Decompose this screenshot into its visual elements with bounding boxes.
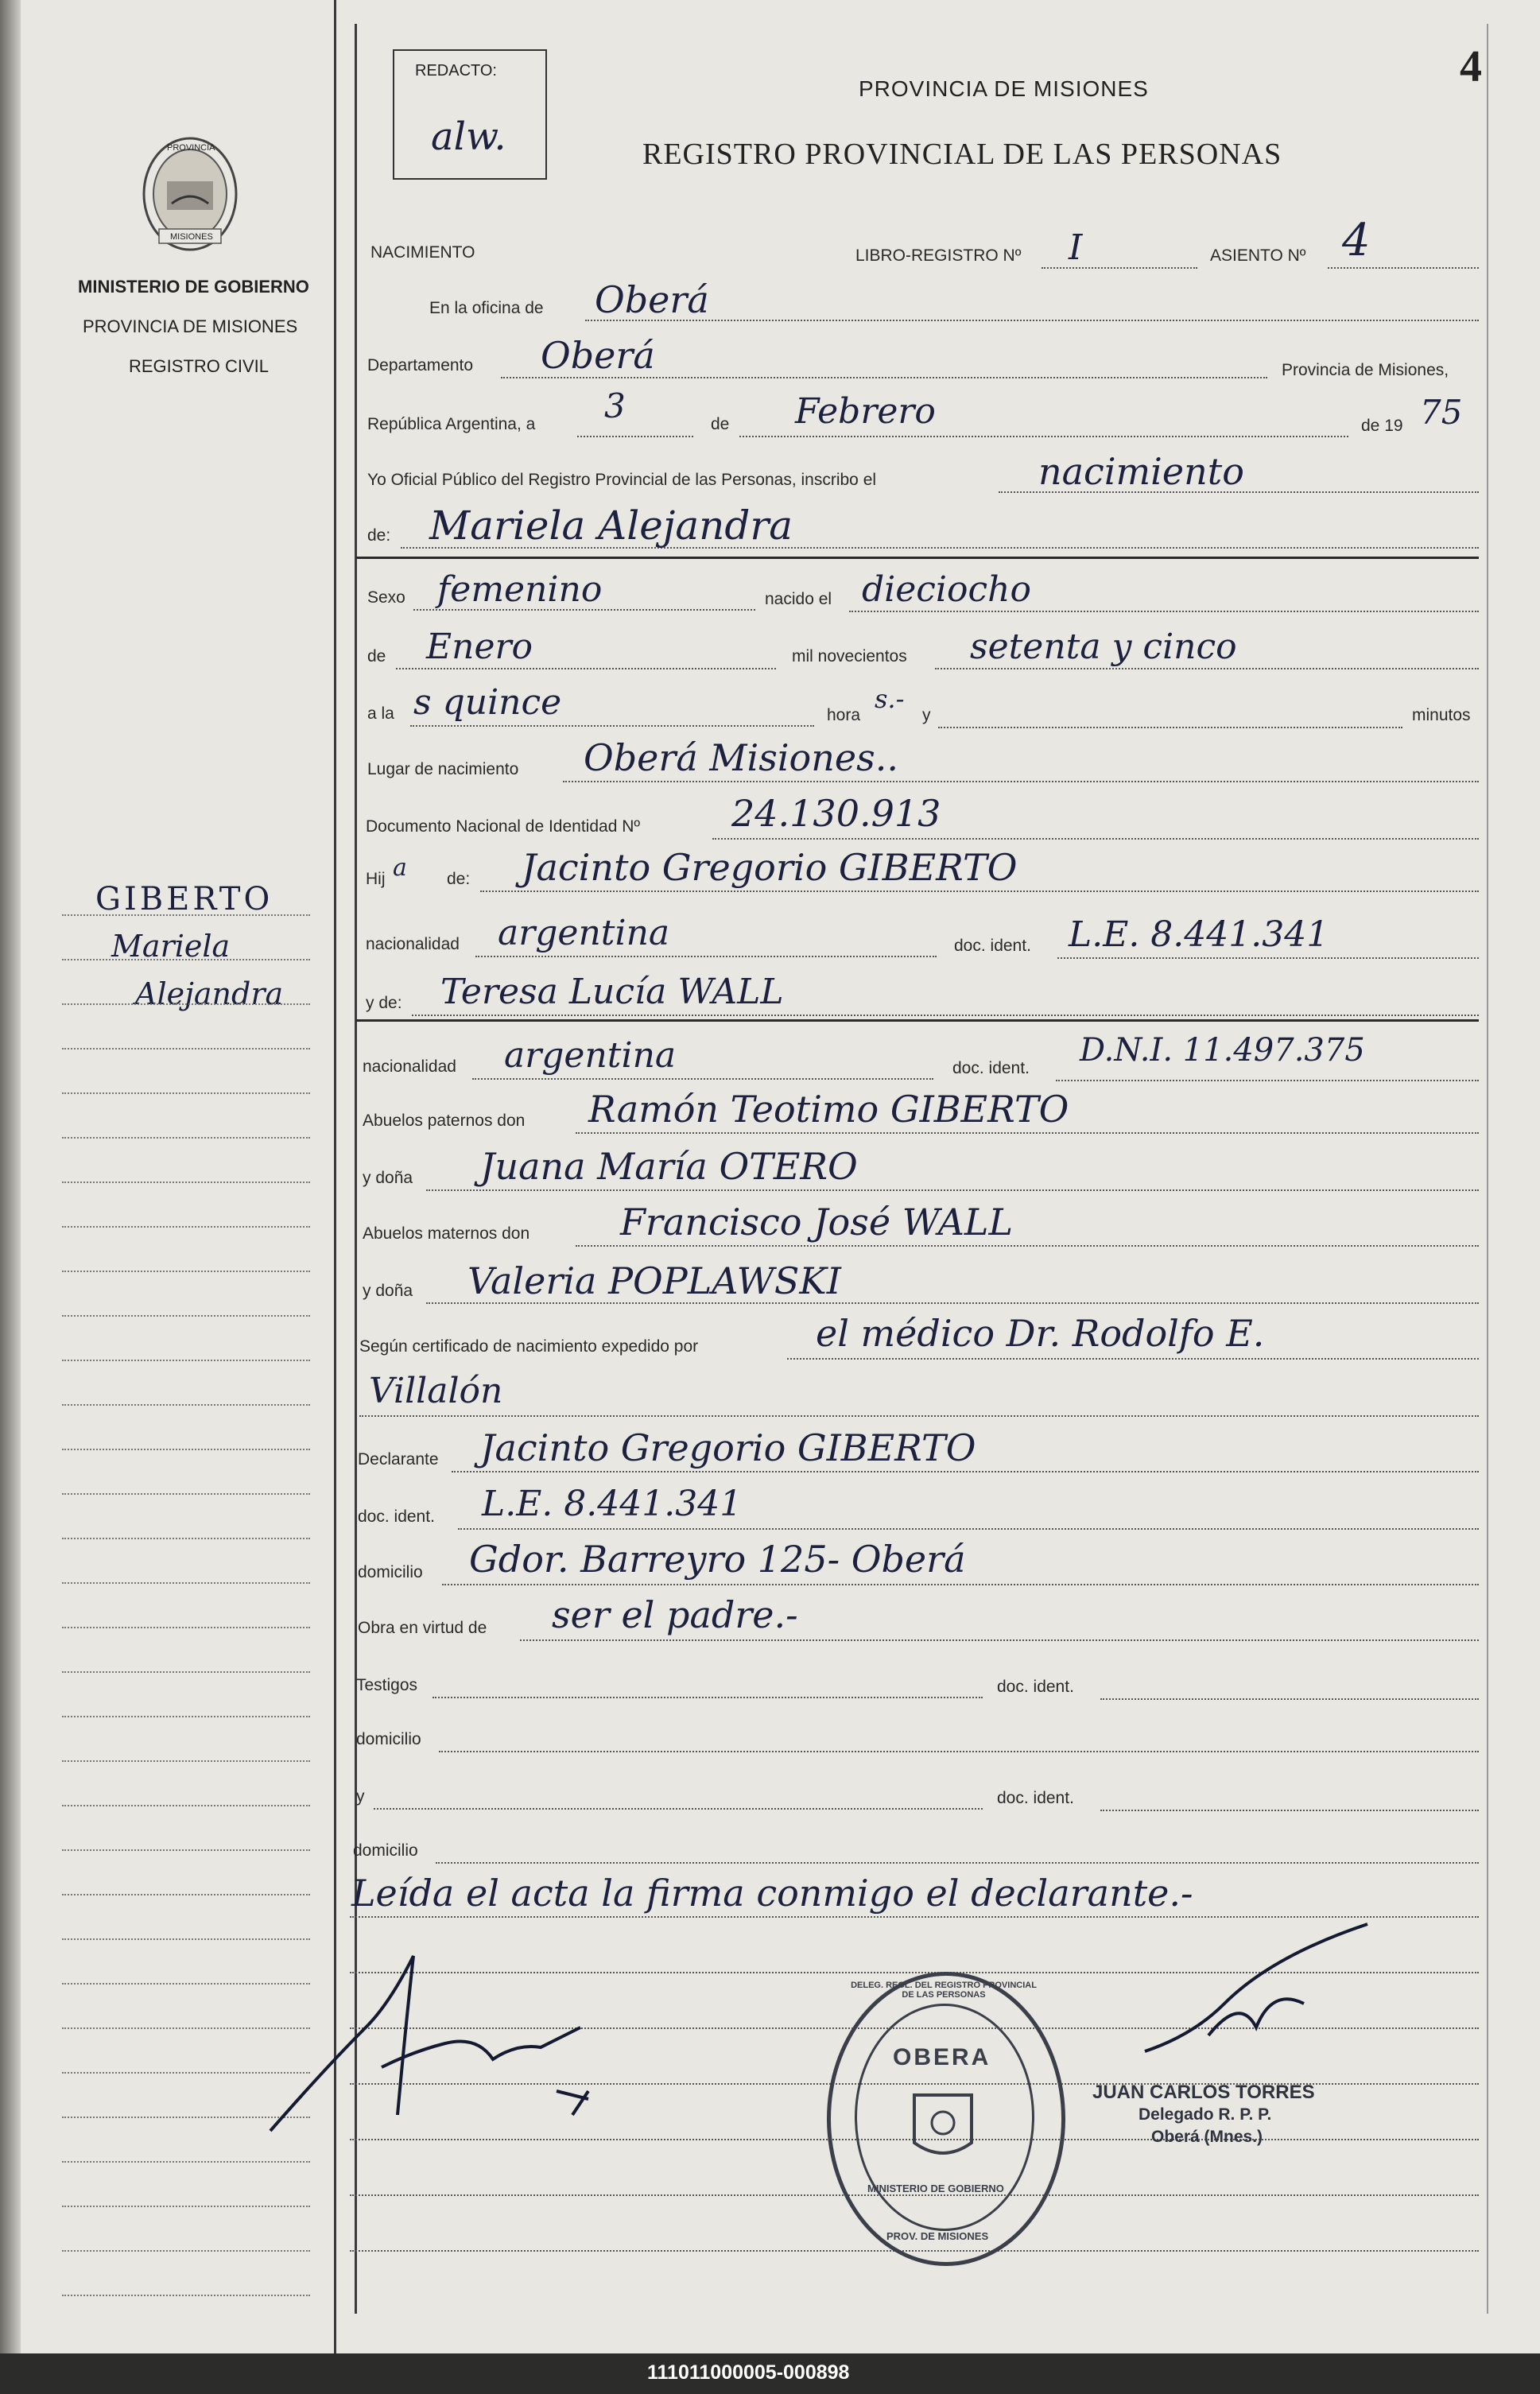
- form-line: [480, 890, 1479, 892]
- margin-dotted-line: [62, 2250, 310, 2252]
- yde-label: y de:: [366, 994, 402, 1012]
- month-value: Febrero: [795, 391, 936, 432]
- margin-dotted-line: [62, 1003, 310, 1005]
- decl-doc-value: L.E. 8.441.341: [482, 1484, 743, 1524]
- margin-dotted-line: [62, 1627, 310, 1628]
- mil-label: mil novecientos: [792, 647, 907, 665]
- madre-value: Teresa Lucía WALL: [440, 972, 784, 1012]
- oficial-value: nacimiento: [1038, 450, 1244, 493]
- dni-label: Documento Nacional de Identidad Nº: [366, 817, 641, 836]
- form-line: [356, 1019, 1479, 1022]
- y2-label: y: [356, 1787, 365, 1806]
- margin-surname: GIBERTO: [95, 881, 273, 918]
- margin-dotted-line: [62, 914, 310, 916]
- hora-value: s quince: [413, 682, 562, 723]
- padre-docident-label: doc. ident.: [954, 937, 1031, 955]
- minutos-label: minutos: [1412, 706, 1471, 724]
- declarante-label: Declarante: [358, 1450, 439, 1469]
- registro-civil-label: REGISTRO CIVIL: [129, 356, 270, 376]
- book-binding: [0, 0, 21, 2353]
- emblem-bottom-text: MISIONES: [170, 232, 213, 242]
- form-line: [442, 1584, 1479, 1585]
- testigo1-docident-label: doc. ident.: [997, 1678, 1074, 1696]
- form-line: [576, 1132, 1479, 1134]
- margin-dotted-line: [62, 2206, 310, 2207]
- margin-dotted-line: [62, 1092, 310, 1094]
- margin-dotted-line: [62, 1048, 310, 1050]
- margin-dotted-line: [62, 1226, 310, 1228]
- form-line: [436, 1862, 1479, 1864]
- departamento-label: Departamento: [367, 356, 474, 374]
- margin-dotted-line: [62, 1538, 310, 1539]
- margin-dotted-line: [62, 1716, 310, 1717]
- ab-pat-label: Abuelos paternos don: [363, 1112, 526, 1130]
- redacto-label: REDACTO:: [415, 62, 497, 80]
- testigos-label: Testigos: [356, 1676, 418, 1694]
- form-line: [452, 1471, 1479, 1472]
- form-line: [576, 1245, 1479, 1247]
- provincia-misiones-label: Provincia de Misiones,: [1282, 361, 1449, 379]
- obra-value: ser el padre.-: [552, 1593, 798, 1636]
- hora-suffix: s.-: [875, 684, 905, 714]
- form-line: [426, 1302, 1479, 1304]
- obra-label: Obra en virtud de: [358, 1619, 487, 1637]
- official-place: Oberá (Mnes.): [1151, 2128, 1263, 2146]
- official-name: JUAN CARLOS TORRES: [1092, 2082, 1315, 2103]
- margin-dotted-line: [62, 1849, 310, 1851]
- form-line: [1328, 267, 1479, 269]
- form-line: [359, 1415, 1479, 1417]
- de3-label: de: [367, 647, 386, 665]
- hij-de-label: de:: [447, 870, 471, 888]
- form-line: [1100, 1698, 1479, 1700]
- cert-value2: Villalón: [369, 1371, 503, 1411]
- margin-dotted-line: [62, 959, 310, 960]
- padre-nac-label: nacionalidad: [366, 935, 460, 953]
- madre-nac-value: argentina: [504, 1035, 677, 1076]
- oficina-label: En la oficina de: [429, 299, 544, 317]
- margin-dotted-line: [62, 1137, 310, 1139]
- libro-label: LIBRO-REGISTRO Nº: [855, 246, 1022, 265]
- form-line: [849, 611, 1479, 612]
- form-line: [1042, 267, 1197, 269]
- stamp-ring-text: DELEG. REGL. DEL REGISTRO PROVINCIAL DE LAS PERSONAS: [851, 1981, 1037, 2000]
- margin-name2: Alejandra: [135, 976, 284, 1011]
- cert-label: Según certificado de nacimiento expedido por: [359, 1337, 699, 1356]
- madre-doc-value: D.N.I. 11.497.375: [1080, 1032, 1365, 1069]
- ab-mat-dona-value: Valeria POPLAWSKI: [467, 1259, 841, 1302]
- hij-label: Hij: [366, 870, 386, 888]
- provincia-label: PROVINCIA DE MISIONES: [83, 316, 298, 336]
- form-line: [396, 668, 776, 669]
- form-line: [577, 436, 693, 437]
- padre-nac-value: argentina: [498, 913, 670, 953]
- nacimiento-label: NACIMIENTO: [370, 243, 475, 262]
- cert-value: el médico Dr. Rodolfo E.: [816, 1312, 1265, 1355]
- form-line: [439, 1751, 1479, 1752]
- form-line: [472, 1078, 933, 1080]
- name-value: Mariela Alejandra: [429, 502, 793, 549]
- form-line: [1057, 957, 1479, 959]
- form-line: [501, 377, 1267, 378]
- margin-dotted-line: [62, 2161, 310, 2163]
- domicilio-value: Gdor. Barreyro 125- Oberá: [469, 1538, 966, 1581]
- form-line: [1056, 1080, 1479, 1081]
- margin-dotted-line: [62, 1315, 310, 1317]
- page-number: 4: [1460, 42, 1482, 91]
- form-line: [433, 1697, 983, 1698]
- margin-dotted-line: [62, 1449, 310, 1450]
- margin-dotted-line: [62, 1271, 310, 1272]
- stamp-side-text: MINISTERIO DE GOBIERNO: [867, 2183, 1004, 2194]
- form-line: [374, 1808, 983, 1810]
- alas-label: a la: [367, 704, 394, 723]
- header-registry: REGISTRO PROVINCIAL DE LAS PERSONAS: [642, 138, 1282, 171]
- official-title: Delegado R. P. P.: [1139, 2105, 1272, 2124]
- registry-stamp: [827, 1972, 1065, 2266]
- form-line: [426, 1189, 1479, 1191]
- ab-pat-value: Ramón Teotimo GIBERTO: [588, 1088, 1069, 1131]
- libro-value: I: [1069, 227, 1083, 268]
- ministerio-label: MINISTERIO DE GOBIERNO: [78, 277, 309, 297]
- emblem-top-text: PROVINCIA: [167, 143, 215, 153]
- form-line: [563, 781, 1479, 782]
- de-label: de: [711, 415, 730, 433]
- asiento-label: ASIENTO Nº: [1210, 246, 1306, 265]
- margin-dotted-line: [62, 1760, 310, 1762]
- declarant-signature-icon: [254, 1908, 636, 2147]
- mes-value: Enero: [426, 627, 533, 667]
- testigo1-domicilio-label: domicilio: [356, 1730, 421, 1748]
- testigo2-domicilio-label: domicilio: [353, 1841, 418, 1860]
- margin-dotted-line: [62, 1671, 310, 1673]
- form-line: [935, 668, 1479, 669]
- day-value: 3: [604, 386, 626, 425]
- asiento-value: 4: [1342, 215, 1371, 266]
- year-value: 75: [1420, 393, 1463, 432]
- form-line: [412, 1015, 1479, 1016]
- official-signature-icon: [1129, 1908, 1399, 2067]
- margin-dotted-line: [62, 1493, 310, 1495]
- stamp-center-text: OBERA: [893, 2044, 991, 2070]
- redacto-value: alw.: [431, 114, 506, 159]
- footer-id: 111011000005-000898: [647, 2361, 850, 2384]
- margin-dotted-line: [62, 1894, 310, 1895]
- sexo-value: femenino: [437, 569, 603, 610]
- form-line: [585, 320, 1479, 321]
- form-line: [475, 956, 937, 957]
- oficina-value: Oberá: [595, 278, 709, 321]
- padre-doc-value: L.E. 8.441.341: [1069, 914, 1329, 955]
- testigo2-docident-label: doc. ident.: [997, 1789, 1074, 1807]
- margin-dotted-line: [62, 2295, 310, 2296]
- margin-dotted-line: [62, 1181, 310, 1183]
- madre-nac-label: nacionalidad: [363, 1057, 456, 1076]
- declarante-value: Jacinto Gregorio GIBERTO: [480, 1426, 976, 1469]
- form-line: [712, 838, 1479, 840]
- form-line: [458, 1528, 1479, 1530]
- form-line: [938, 727, 1402, 728]
- ab-mat-label: Abuelos maternos don: [363, 1224, 530, 1243]
- departamento-value: Oberá: [541, 334, 655, 377]
- hora-label: hora: [827, 706, 861, 724]
- nacido-value: dieciocho: [862, 569, 1031, 610]
- lugar-value: Oberá Misiones..: [584, 736, 898, 779]
- de2-label: de:: [367, 526, 391, 545]
- domicilio-label: domicilio: [358, 1563, 423, 1581]
- margin-name1: Mariela: [111, 929, 231, 964]
- republica-label: República Argentina, a: [367, 415, 536, 433]
- lugar-label: Lugar de nacimiento: [367, 760, 519, 778]
- header-province: PROVINCIA DE MISIONES: [859, 76, 1149, 101]
- ab-pat-dona-label: y doña: [363, 1169, 413, 1187]
- form-line: [787, 1358, 1479, 1360]
- form-line: [739, 436, 1348, 437]
- ab-pat-dona-value: Juana María OTERO: [480, 1145, 858, 1188]
- madre-docident-label: doc. ident.: [952, 1059, 1030, 1077]
- sexo-label: Sexo: [367, 588, 405, 607]
- dni-value: 24.130.913: [731, 792, 941, 835]
- margin-dotted-line: [62, 1582, 310, 1584]
- form-line: [1100, 1810, 1479, 1811]
- form-line: [356, 557, 1479, 559]
- form-line: [520, 1639, 1479, 1641]
- stamp-bottom-text: PROV. DE MISIONES: [886, 2230, 989, 2242]
- margin-dotted-line: [62, 1360, 310, 1361]
- anio-value: setenta y cinco: [970, 627, 1237, 667]
- padre-value: Jacinto Gregorio GIBERTO: [522, 846, 1018, 889]
- footer-bar: [0, 2353, 1540, 2394]
- y-label: y: [922, 706, 931, 724]
- margin-dotted-line: [62, 1805, 310, 1806]
- decl-docident-label: doc. ident.: [358, 1507, 435, 1526]
- closing-value: Leída el acta la firma conmigo el declarante.-: [351, 1872, 1193, 1915]
- ab-mat-value: Francisco José WALL: [620, 1201, 1014, 1244]
- form-right-border: [1487, 24, 1488, 2314]
- margin-dotted-line: [62, 1404, 310, 1406]
- year-label: de 19: [1361, 417, 1403, 435]
- form-line: [410, 725, 814, 727]
- hij-suffix: a: [393, 854, 407, 882]
- oficial-label: Yo Oficial Público del Registro Provincial de las Personas, inscribo el: [367, 471, 877, 489]
- redacto-box: [393, 49, 547, 180]
- ab-mat-dona-label: y doña: [363, 1282, 413, 1300]
- nacido-label: nacido el: [765, 590, 832, 608]
- stamp-emblem-icon: [906, 2087, 979, 2167]
